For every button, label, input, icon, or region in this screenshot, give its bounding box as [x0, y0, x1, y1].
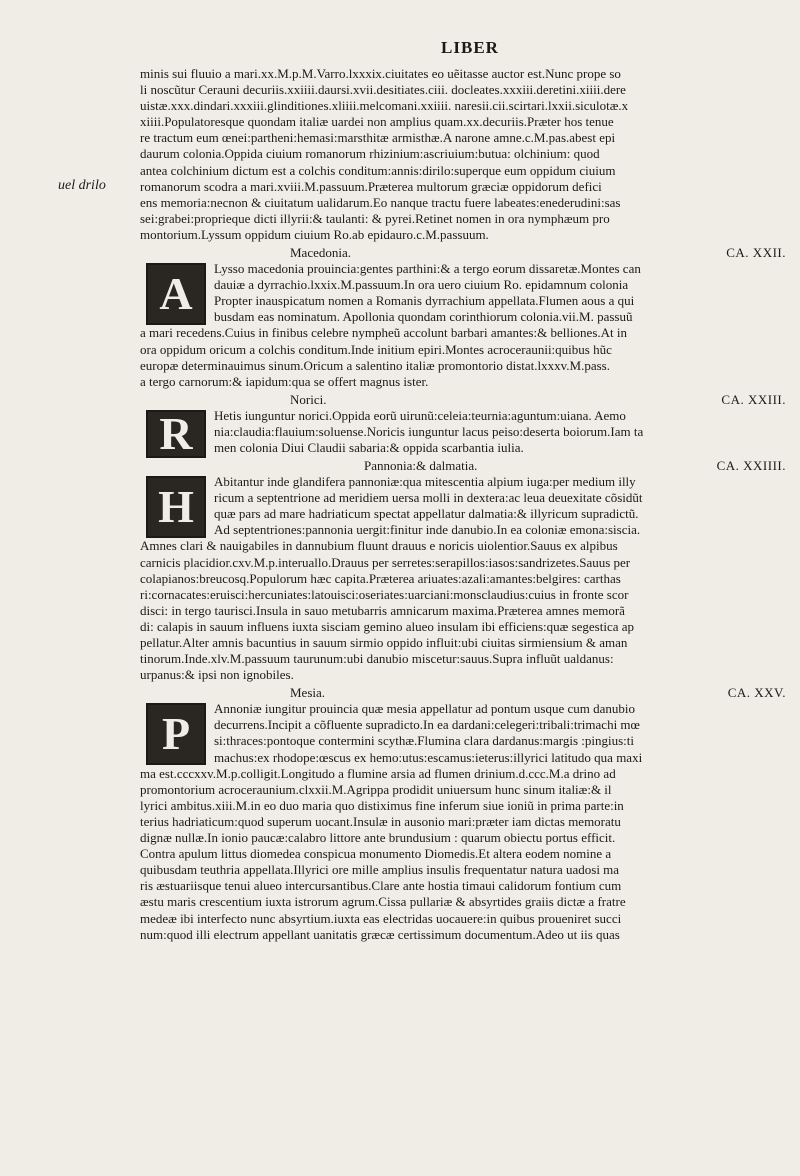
- chapter-number: CA. XXIIII.: [716, 458, 786, 474]
- chapter-title: Mesia.: [290, 685, 326, 701]
- decorated-initial-h: H: [146, 476, 206, 538]
- text-line: a tergo carnorum:& iapidum:qua se offert magnus ister.: [140, 373, 429, 389]
- text-line: Contra apulum littus diomedea conspicua monumento Diomedis.Et altera eodem nomine a: [140, 846, 612, 862]
- text-line: uistæ.xxx.dindari.xxxiii.glinditiones.xliiii.melcomani.xxiiii. naresii.cii.scirtari.lxxii.siculotæ.x: [140, 98, 629, 114]
- intro-section: [140, 66, 790, 243]
- chapter-number: CA. XXII.: [726, 245, 786, 261]
- chapter-number: CA. XXV.: [727, 685, 786, 701]
- chapter-title: Pannonia:& dalmatia.: [364, 458, 478, 474]
- decorated-initial-r: R: [146, 410, 206, 458]
- chapter-title: Macedonia.: [290, 245, 352, 261]
- norici-section: [140, 407, 790, 459]
- text-line: ri:cornacates:eruisci:hercuniates:latouisci:oseriates:uarciani:monsclaudius:cuius in fronte scor: [140, 586, 629, 602]
- text-line: xiiii.Populatoresque quondam italiæ uardei non amplius quam.xx.decuriis.Præter hos tenue: [140, 114, 614, 130]
- text-line: daurum colonia.Oppida ciuium romanorum rhizinium:ascriuium:butua: olchinium: quod: [140, 146, 600, 162]
- text-line: re tractum eum œnei:partheni:hemasi:marsthitæ armisthæ.A narone amne.c.M.pas.abest epi: [140, 130, 616, 146]
- text-line: disci: in tergo taurisci.Insula in sauo metubarris amnicarum maxima.Præterea amnes memorã: [140, 602, 625, 618]
- text-line: montorium.Lyssum oppidum ciuium Ro.ab epidauro.c.M.passuum.: [140, 226, 489, 242]
- text-line: lyrici ambitus.xiii.M.in eo duo maria quo distiximus fine inferum siue ioniũ in prima parte:in: [140, 797, 624, 813]
- text-line: terius hadriaticum:quod superum uocant.Insulæ in ausonio mari:præter iam dictas memoratu: [140, 813, 621, 829]
- text-line: carnicis placidior.cxv.M.p.interuallo.Drauus per serretes:serapillos:iasos:sandrizetes.Sauus per: [140, 554, 631, 570]
- text-line: si:thraces:pontoque contermini scythæ.Flumina clara dardanus:margis :pingius:ti: [214, 733, 635, 749]
- text-line: num:quod illi electrum appellant uanitatis græcæ certissimum documentum.Adeo ut iis quas: [140, 926, 620, 942]
- chapter-heading-norici: [140, 391, 790, 408]
- text-line: Ad septentriones:pannonia uergit:finitur inde danubio.In ea coloniæ emona:siscia.: [214, 522, 641, 538]
- chapter-heading-macedonia: [140, 244, 790, 261]
- text-line: men colonia Diui Claudii sabaria:& oppida scarbantia iulia.: [214, 439, 524, 455]
- text-line: ora oppidum oricum a colchis conditum.Inde initium epiri.Montes acroceraunii:quibus hũc: [140, 341, 612, 357]
- text-line: æstu maris crescentium iuxta istrorum agrum.Cissa pullariæ & absyrtides graiis dictæ a fratre: [140, 894, 626, 910]
- running-head: LIBER: [441, 38, 499, 57]
- text-line: ris æstuariisque tenui alueo intercursantibus.Clare ante hostia timaui calidorum fontium cum: [140, 878, 622, 894]
- text-line: antea colchinium dictum est a colchis conditum:annis:dirilo:superque eum oppidum ciuium: [140, 162, 616, 178]
- text-line: Abitantur inde glandifera pannoniæ:qua mitescentia alpium iuga:per medium illy: [214, 474, 636, 490]
- text-line: a mari recedens.Cuius in finibus celebre nympheũ accolunt barbari amantes:& belliones.At in: [140, 325, 627, 341]
- text-line: minis sui fluuio a mari.xx.M.p.M.Varro.lxxxix.ciuitates eo uẽitasse auctor est.Nunc prope so: [140, 66, 621, 81]
- text-line: di: calapis in sauum influens iuxta sisciam gemino alueo insulam ibi efficiens:quæ segestica ap: [140, 618, 635, 634]
- text-line: ma est.cccxxv.M.p.colligit.Longitudo a flumine arsia ad flumen drinium.d.ccc.M.a drino ad: [140, 765, 616, 781]
- decorated-initial-p: P: [146, 703, 206, 765]
- text-line: sei:grabei:proprieque dicti illyrii:& taulanti: & pyrei.Retinet nomen in ora nymphæum pro: [140, 210, 610, 226]
- text-line: Lysso macedonia prouincia:gentes parthini:& a tergo eorum dissaretæ.Montes can: [214, 261, 641, 277]
- text-line: busdam eas nominatum. Apollonia quondam corinthiorum colonia.vii.M. passuũ: [214, 309, 633, 325]
- text-line: ricum a septentrione ad meridiem uersa molli in dextera:ac leua deuexitate cõsidũt: [214, 490, 643, 506]
- margin-note: uel drilo: [58, 178, 106, 193]
- text-line: li noscũtur Cerauni decuriis.xxiiii.daursi.xvii.desitiates.ciii. docleates.xxxiii.deretini.xiiii.dere: [140, 82, 626, 98]
- chapter-heading-mesia: [140, 684, 790, 701]
- text-line: pellatur.Alter amnis bacuntius in sauum sirmio oppido influit:ubi ciuitas sirmiensium & aman: [140, 635, 628, 650]
- text-line: ens memoria:necnon & ciuitatum ualidarum.Eo nanque tractu fuere labeates:enederudini:sas: [140, 194, 621, 210]
- text-line: Hetis iunguntur norici.Oppida eorũ uirunũ:celeia:teurnia:aguntum:uiana. Aemo: [214, 407, 626, 423]
- text-line: urpanus:& ipsi non ignobiles.: [140, 667, 294, 683]
- text-line: romanorum scodra a mari.xviii.M.passuum.Præterea multorum græciæ oppidorum defici: [140, 178, 602, 194]
- text-line: Amnes clari & nauigabiles in dannubium fluunt drauus e noricis uiolentior.Sauus ex alpibus: [140, 538, 618, 554]
- macedonia-section: [140, 261, 790, 390]
- text-line: dauiæ a dyrrachio.lxxix.M.passuum.In ora uero ciuium Ro. epidamnum colonia: [214, 277, 629, 293]
- mesia-section: [140, 701, 790, 942]
- text-line: quibusdam teuthria appellata.Illyrici ore mille amplius insulis frequentatur natura uadosi ma: [140, 862, 620, 878]
- text-line: nia:claudia:flauium:soluense.Noricis iunguntur lacus peiso:deserta boiorum.Iam ta: [214, 423, 644, 439]
- pannonia-section: [140, 474, 790, 683]
- text-line: machus:ex rhodope:œscus ex hemo:utus:escamus:ieterus:illyrici latitudo qua maxi: [214, 749, 643, 765]
- chapter-number: CA. XXIII.: [721, 391, 786, 407]
- text-block: [140, 66, 790, 943]
- chapter-title: Norici.: [290, 391, 327, 407]
- text-line: quæ pars ad mare hadriaticum spectat appellatur dalmatia:& illyricum supradictũ.: [214, 506, 639, 522]
- text-line: medeæ ibi interfecto nunc absyrtium.iuxta eas electridas uocauere:in quibus proueniret succi: [140, 910, 622, 926]
- text-line: europæ determinauimus sinum.Oricum a salentino italiæ promontorio distat.lxxxv.M.pass.: [140, 357, 610, 373]
- text-line: dignæ nullæ.In ionio paucæ:calabro littore ante brundusium : quarum obiectu portus efficit.: [140, 830, 616, 846]
- text-line: colapianos:breucosq.Populorum hæc capita.Præterea ariuates:azali:amantes:belgires: carthas: [140, 570, 621, 586]
- decorated-initial-a: A: [146, 263, 206, 325]
- chapter-heading-pannonia: [214, 457, 790, 474]
- text-line: Propter inauspicatum nomen a Romanis dyrrachium appellata.Flumen aous a qui: [214, 293, 635, 309]
- text-line: tinorum.Inde.xlv.M.passuum taurunum:ubi danubio miscetur:sauus.Supra influũt ualdanus:: [140, 651, 614, 667]
- text-line: promontorium acroceraunium.clxxii.M.Agrippa prodidit uniuersum hunc sinum italiæ:& il: [140, 781, 612, 797]
- text-line: Annoniæ iungitur prouincia quæ mesia appellatur ad pontum usque cum danubio: [214, 701, 635, 717]
- text-line: decurrens.Incipit a cõfluente supradicto.In ea dardani:celegeri:tribali:trimachi mœ: [214, 717, 640, 733]
